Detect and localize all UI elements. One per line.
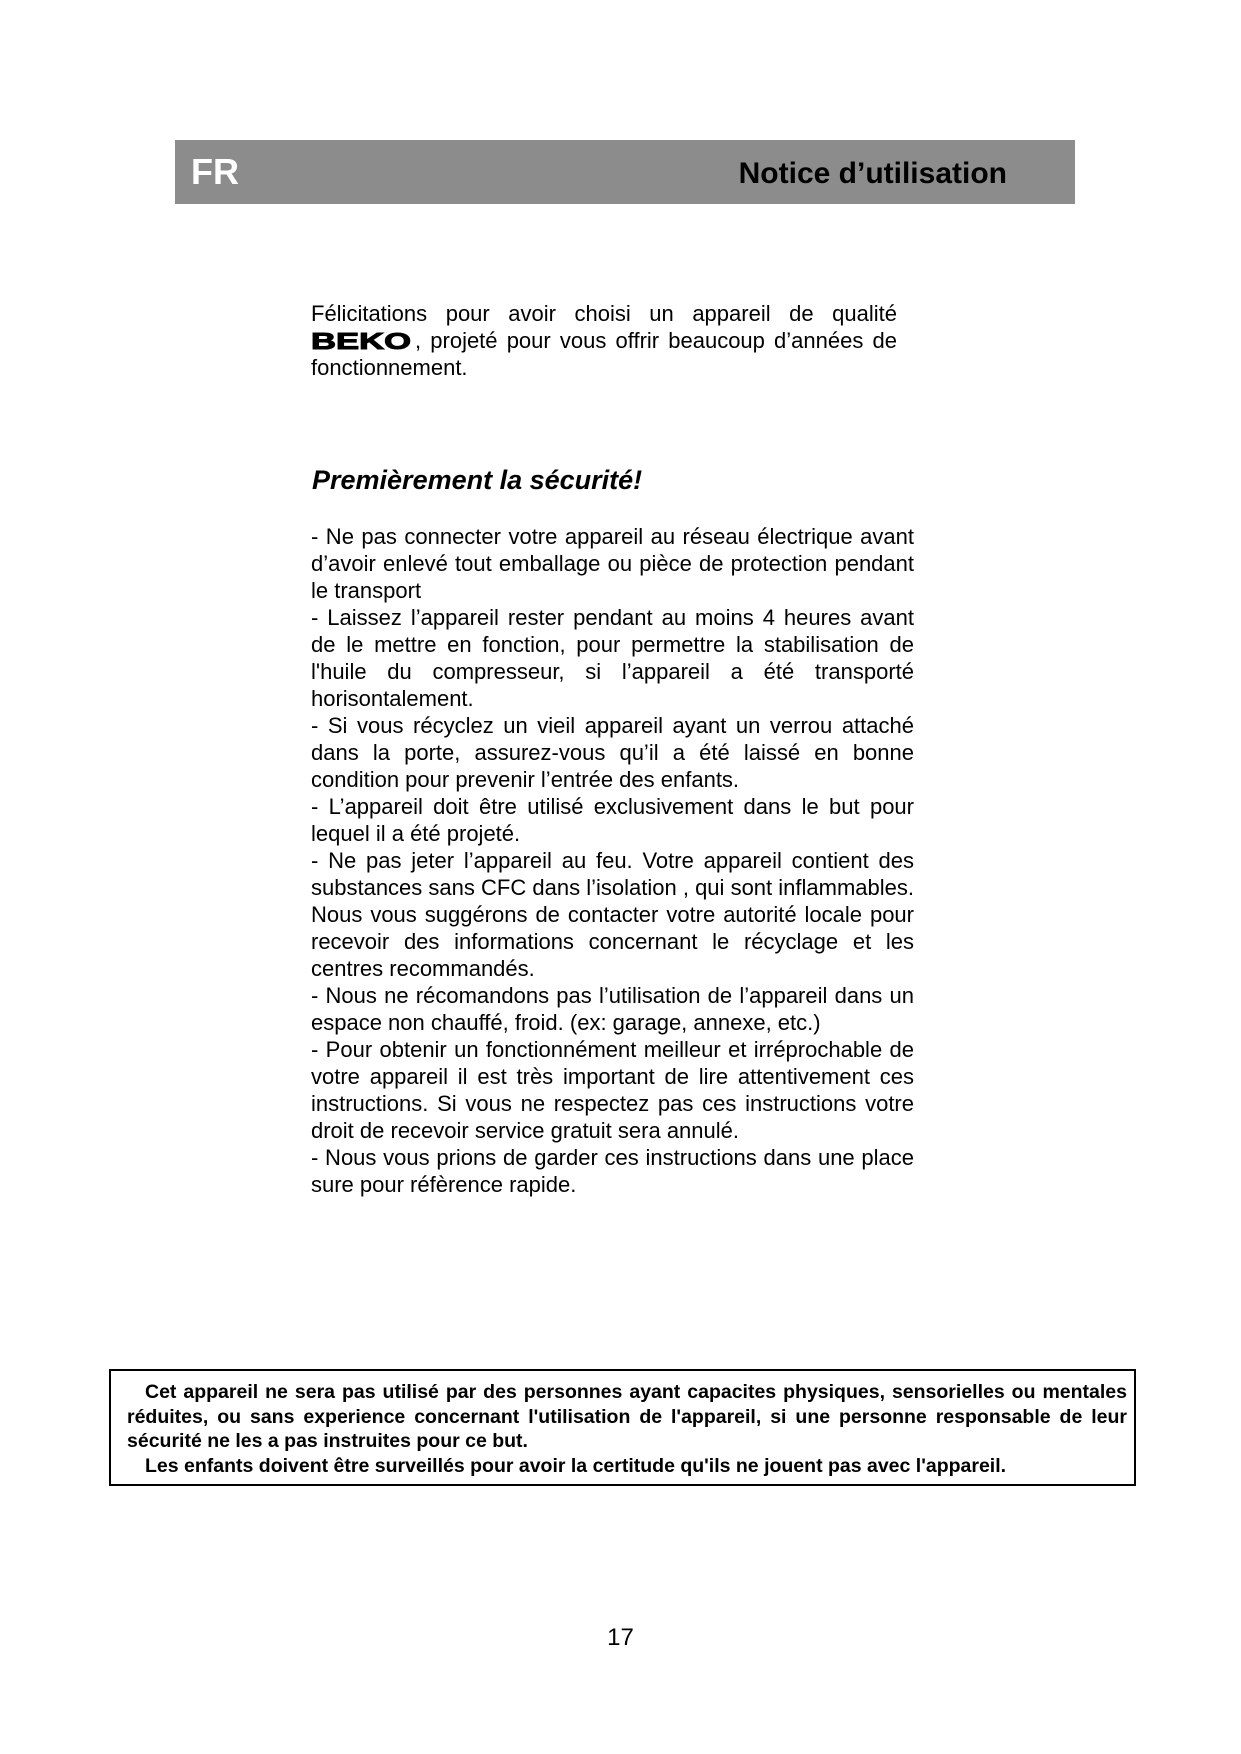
- page-number: 17: [607, 1624, 634, 1651]
- safety-item: - Ne pas jeter l’appareil au feu. Votre appareil contient des substances sans CFC dans l’isolation , qui sont inflammables. Nous vous suggérons de contacter votre autorité locale pour recevoir des informations concernant le récyclage et les centres recommandés.: [311, 848, 914, 981]
- warning-children-paragraph: Les enfants doivent être surveillés pour avoir la certitude qu'ils ne jouent pas avec l'appareil.: [145, 1454, 1007, 1477]
- safety-item: - Pour obtenir un fonctionnément meilleur et irréprochable de votre appareil il est très important de lire attentivement ces instructions. Si vous ne respectez pas ces instructions votre droit de recevoir service gratuit sera annulé.: [311, 1037, 914, 1143]
- warning-box: [109, 1369, 1136, 1486]
- safety-list: [311, 523, 914, 1198]
- safety-item: - Laissez l’appareil rester pendant au moins 4 heures avant de le mettre en fonction, pour permettre la stabilisation de l'huile du compresseur, si l’appareil a été transporté horisontalement.: [311, 605, 914, 711]
- safety-heading: Premièrement la sécurité!: [312, 465, 643, 495]
- safety-item: - Ne pas connecter votre appareil au réseau électrique avant d’avoir enlevé tout emballage ou pièce de protection pendant le transport: [311, 524, 914, 603]
- safety-item: - L’appareil doit être utilisé exclusivement dans le but pour lequel il a été projeté.: [311, 794, 914, 846]
- safety-item: - Nous vous prions de garder ces instructions dans une place sure pour réfèrence rapide.: [311, 1145, 914, 1197]
- safety-item: - Si vous récyclez un vieil appareil ayant un verrou attaché dans la porte, assurez-vous qu’il a été laissé en bonne condition pour prevenir l’entrée des enfants.: [311, 713, 914, 792]
- warning-paragraph: Cet appareil ne sera pas utilisé par des personnes ayant capacites physiques, sensorielles ou mentales réduites, ou sans experience concernant l'utilisation de l'appareil, si une personne responsable de leur sécurité ne les a pas instruites pour ce but.: [127, 1381, 1127, 1452]
- beko-logo-text: BEKO: [311, 331, 411, 351]
- safety-item: - Nous ne récomandons pas l’utilisation de l’appareil dans un espace non chauffé, froid. (ex: garage, annexe, etc.): [311, 983, 914, 1035]
- intro-paragraph: [311, 300, 897, 381]
- header-bar: [175, 140, 1075, 204]
- beko-logo: [311, 331, 415, 351]
- intro-text-start: Félicitations pour avoir choisi un appareil de qualité: [311, 301, 897, 326]
- language-code: FR: [191, 151, 239, 192]
- intro-text-end: , projeté pour vous offrir beaucoup d’années de fonctionnement.: [311, 328, 897, 380]
- document-title: Notice d’utilisation: [738, 157, 1007, 190]
